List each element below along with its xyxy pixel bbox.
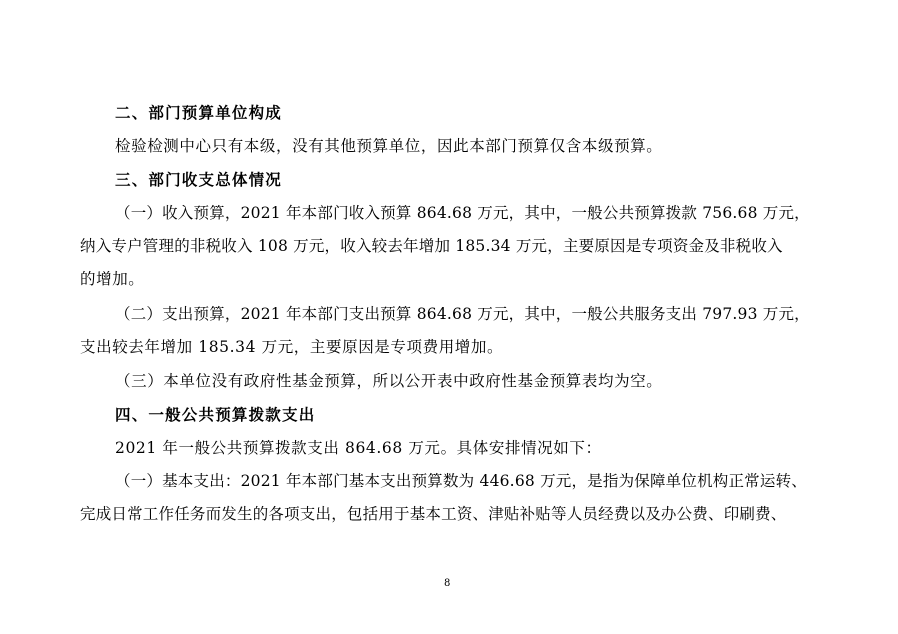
section-heading-revenue-expenditure: 三、部门收支总体情况: [115, 171, 283, 189]
paragraph-government-fund: （三）本单位没有政府性基金预算，所以公开表中政府性基金预算表均为空。: [115, 372, 663, 390]
paragraph-public-budget-summary: 2021 年一般公共预算拨款支出 864.68 万元。具体安排情况如下：: [115, 439, 602, 457]
paragraph-expenditure-line-2: 支出较去年增加 185.34 万元，主要原因是专项费用增加。: [80, 338, 504, 356]
section-heading-budget-units: 二、部门预算单位构成: [115, 104, 283, 122]
paragraph-revenue-line-1: （一）收入预算，2021 年本部门收入预算 864.68 万元，其中，一般公共预算拨款 756.68 万元，: [115, 204, 810, 222]
section-heading-public-budget: 四、一般公共预算拨款支出: [115, 406, 316, 424]
paragraph-revenue-line-2: 纳入专户管理的非税收入 108 万元，收入较去年增加 185.34 万元，主要原因是专项资金及非税收入: [80, 237, 783, 255]
page-number: 8: [444, 578, 451, 589]
paragraph-budget-units: 检验检测中心只有本级，没有其他预算单位，因此本部门预算仅含本级预算。: [115, 137, 663, 155]
paragraph-expenditure-line-1: （二）支出预算，2021 年本部门支出预算 864.68 万元，其中，一般公共服务支出 797.93 万元，: [115, 305, 810, 323]
paragraph-basic-expenditure-line-2: 完成日常工作任务而发生的各项支出，包括用于基本工资、津贴补贴等人员经费以及办公费、印刷费、: [80, 505, 787, 523]
paragraph-basic-expenditure-line-1: （一）基本支出：2021 年本部门基本支出预算数为 446.68 万元，是指为保障单位机构正常运转、: [115, 472, 807, 490]
paragraph-revenue-line-3: 的增加。: [80, 270, 145, 288]
